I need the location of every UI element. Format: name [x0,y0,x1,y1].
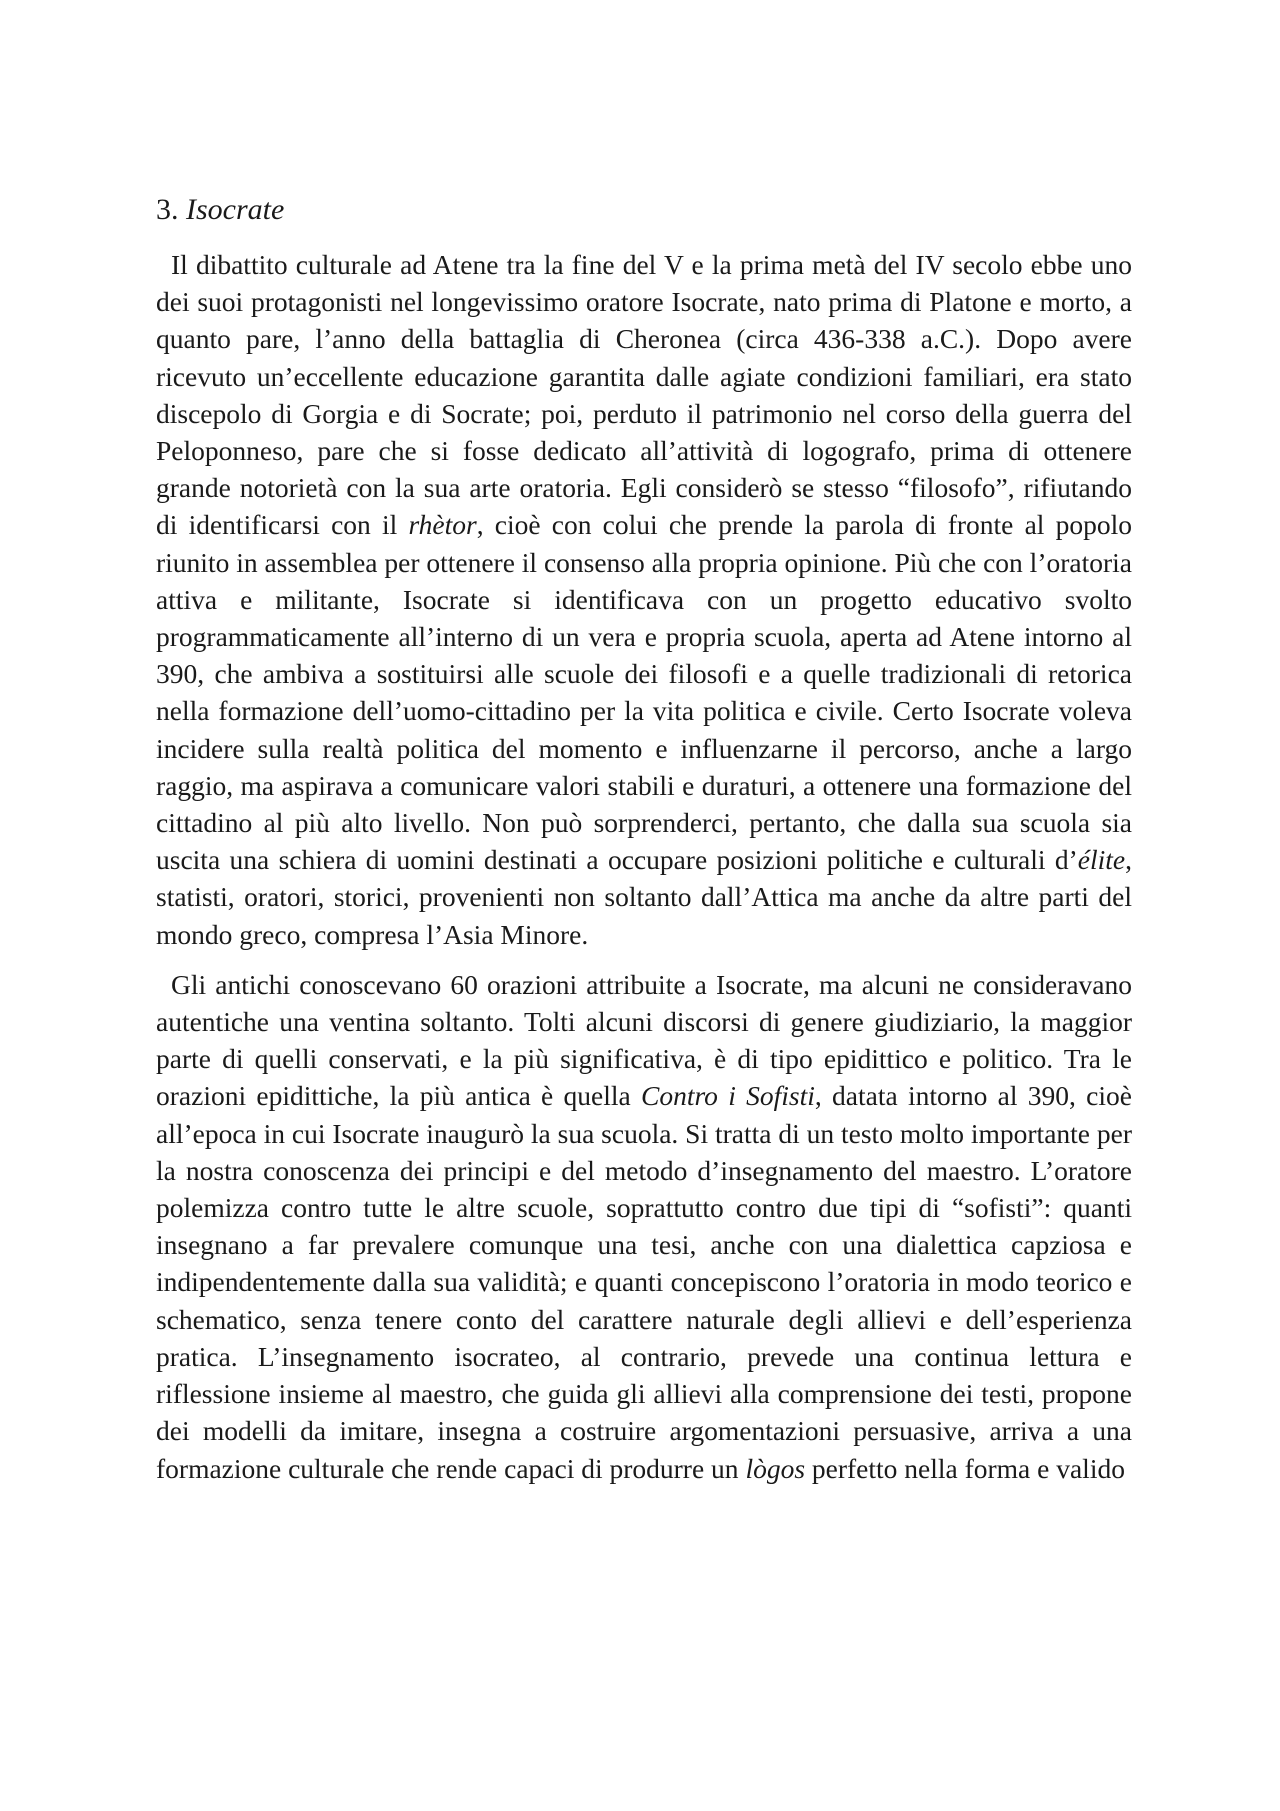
italic-term: élite [1077,844,1126,876]
italic-term: lògos [745,1452,806,1484]
text-run: , datata intorno al 390, cioè all’epoca in cui Isocrate inaugurò la sua scuola. Si tratta di un testo molto importante per la nostra conoscenza dei principi e del metodo d’insegnamento del maestro. L’oratore polemizza contro tutte le altre scuole, soprattutto contro due tipi di “sofisti”: quanti insegnano a far prevalere comunque una tesi, anche con una dialettica capziosa e indipendentemente dalla sua validità; e quanti concepiscono l’oratoria in modo teorico e schematico, senza tenere conto del carattere naturale degli allievi e dell’esperienza pratica. L’insegnamento isocrateo, al contrario, prevede una continua lettura e riflessione insieme al maestro, che guida gli allievi alla comprensione dei testi, propone dei modelli da imitare, insegna a costruire argomentazioni persuasive, arriva a una formazione culturale che rende capaci di produrre un [156,1080,1132,1484]
paragraph-1 [156,246,1132,953]
text-run: , statisti, oratori, storici, provenienti non soltanto dall’Attica ma anche da altre parti del mondo greco, compresa l’Asia Minore. [156,844,1132,950]
text-run: , cioè con colui che prende la parola di fronte al popolo riunito in assemblea per ottenere il consenso alla propria opinione. Più che con l’oratoria attiva e militante, Isocrate si identificava con un progetto educativo svolto programmaticamente all’interno di un vera e propria scuola, aperta ad Atene intorno al 390, che ambiva a sostituirsi alle scuole dei filosofi e a quelle tradizionali di retorica nella formazione dell’uomo-cittadino per la vita politica e civile. Certo Isocrate voleva incidere sulla realtà politica del momento e influenzarne il percorso, anche a largo raggio, ma aspirava a comunicare valori stabili e duraturi, a ottenere una formazione del cittadino al più alto livello. Non può sorprenderci, pertanto, che dalla sua scuola sia uscita una schiera di uomini destinati a occupare posizioni politiche e culturali d’ [156,509,1132,876]
text-run: perfetto nella forma e valido [805,1452,1125,1484]
text-run: Il dibattito culturale ad Atene tra la fine del V e la prima metà del IV secolo ebbe uno dei suoi protagonisti nel longevissimo oratore Isocrate, nato prima di Platone e morto, a quanto pare, l’anno della battaglia di Cheronea (circa 436-338 a.C.). Dopo avere ricevuto un’eccellente educazione garantita dalle agiate condizioni familiari, era stato discepolo di Gorgia e di Socrate; poi, perduto il patrimonio nel corso della guerra del Peloponneso, pare che si fosse dedicato all’attività di logografo, prima di ottenere grande notorietà con la sua arte oratoria. Egli considerò se stesso “filosofo”, rifiutando di identificarsi con il [156,249,1132,541]
italic-title: Contro i Sofisti [641,1080,815,1112]
section-title: Isocrate [186,193,285,226]
italic-term: rhètor [408,509,477,541]
paragraph-2 [156,966,1132,1487]
section-number: 3. [156,193,179,226]
text-run: Gli antichi conoscevano 60 orazioni attribuite a Isocrate, ma alcuni ne consideravano autentiche una ventina soltanto. Tolti alcuni discorsi di genere giudiziario, la maggior parte di quelli conservati, e la più significativa, è di tipo epidittico e politico. Tra le orazioni epidittiche, la più antica è quella [156,968,1132,1112]
section-heading [156,190,1132,230]
document-page [156,190,1132,1487]
